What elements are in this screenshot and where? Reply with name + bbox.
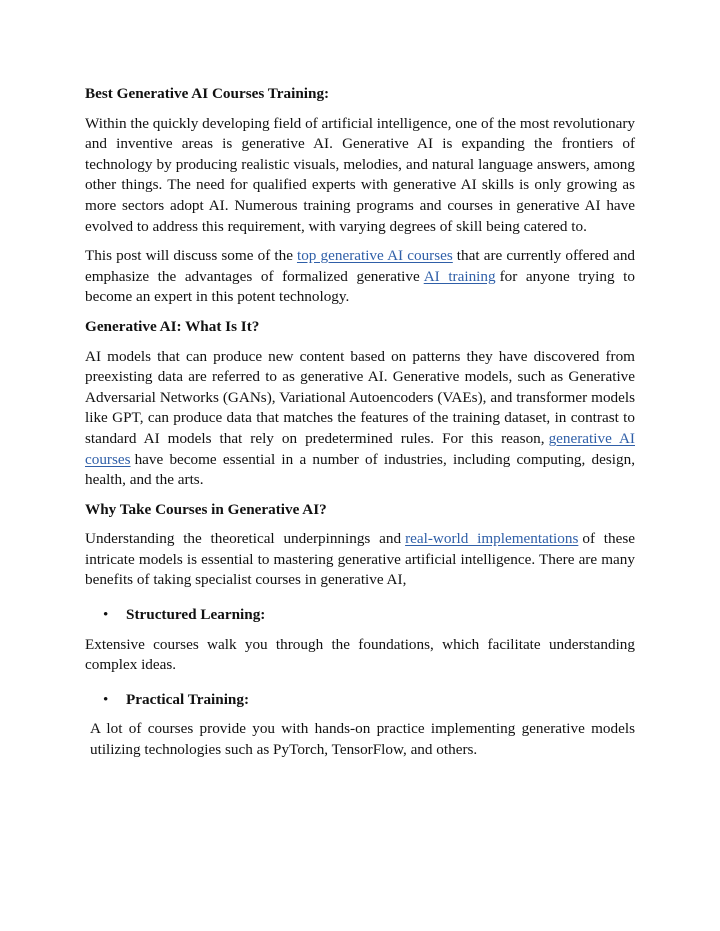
intro-paragraph: Within the quickly developing field of artificial intelligence, one of the most revolutionary and inventive areas is generative AI. Generative AI is expanding the frontiers of technology by producing realistic visuals, melodies, and natural language answers, among other things. The need for qualified experts with generative AI skills is only growing as more sectors adopt AI. Numerous training programs and courses in generative AI have evolved to address this requirement, with varying degrees of skill being catered to. — [85, 114, 635, 235]
bullet-practical-training — [85, 690, 635, 711]
top-generative-ai-courses-link[interactable]: top generative AI courses — [296, 247, 453, 265]
bullet-dot-icon: • — [103, 690, 109, 708]
post-overview-paragraph — [85, 246, 635, 308]
paragraph-text: that are currently offered and emphasize the advantages of formalized generative — [85, 247, 636, 285]
structured-learning-paragraph: Extensive courses walk you through the foundations, which facilitate understanding complex ideas. — [85, 635, 635, 674]
real-world-implementations-link[interactable]: real-world implementations — [405, 530, 579, 548]
paragraph-text: This post will discuss some of the — [85, 247, 293, 265]
document-page — [85, 84, 635, 770]
heading-what-is-generative-ai: Generative AI: What Is It? — [85, 317, 260, 335]
generative-ai-courses-link[interactable]: generative AI courses — [85, 429, 635, 468]
ai-training-link[interactable]: AI training — [423, 267, 496, 285]
bullet-label: Practical Training: — [126, 690, 250, 708]
paragraph-text: for anyone trying to become an expert in this potent technology. — [85, 267, 635, 306]
bullet-dot-icon: • — [103, 606, 109, 624]
paragraph-text: have become essential in a number of industries, including computing, design, health, and the arts. — [85, 450, 635, 489]
paragraph-text: AI models that can produce new content based on patterns they have discovered from preexisting data are referred to as generative AI. Generative models, such as Generative Adversarial Networks (GANs), Variational Autoencoders (VAEs), and transformer models like GPT, can produce data that matches the features of the training dataset, in contrast to standard AI models that rely on predetermined rules. For this reason, — [85, 347, 635, 447]
definition-paragraph — [85, 347, 635, 491]
heading-why-take-courses: Why Take Courses in Generative AI? — [85, 500, 327, 518]
paragraph-text: Understanding the theoretical underpinnings and — [85, 530, 402, 548]
bullet-structured-learning — [85, 605, 635, 626]
bullet-label: Structured Learning: — [126, 606, 266, 624]
practical-training-paragraph: A lot of courses provide you with hands-on practice implementing generative models utilizing technologies such as PyTorch, TensorFlow, and others. — [90, 720, 635, 759]
paragraph-text: of these intricate models is essential to mastering generative artificial intelligence. There are many benefits of taking specialist courses in generative AI, — [85, 530, 636, 589]
heading-best-courses: Best Generative AI Courses Training: — [85, 85, 330, 102]
benefits-intro-paragraph — [85, 529, 635, 591]
